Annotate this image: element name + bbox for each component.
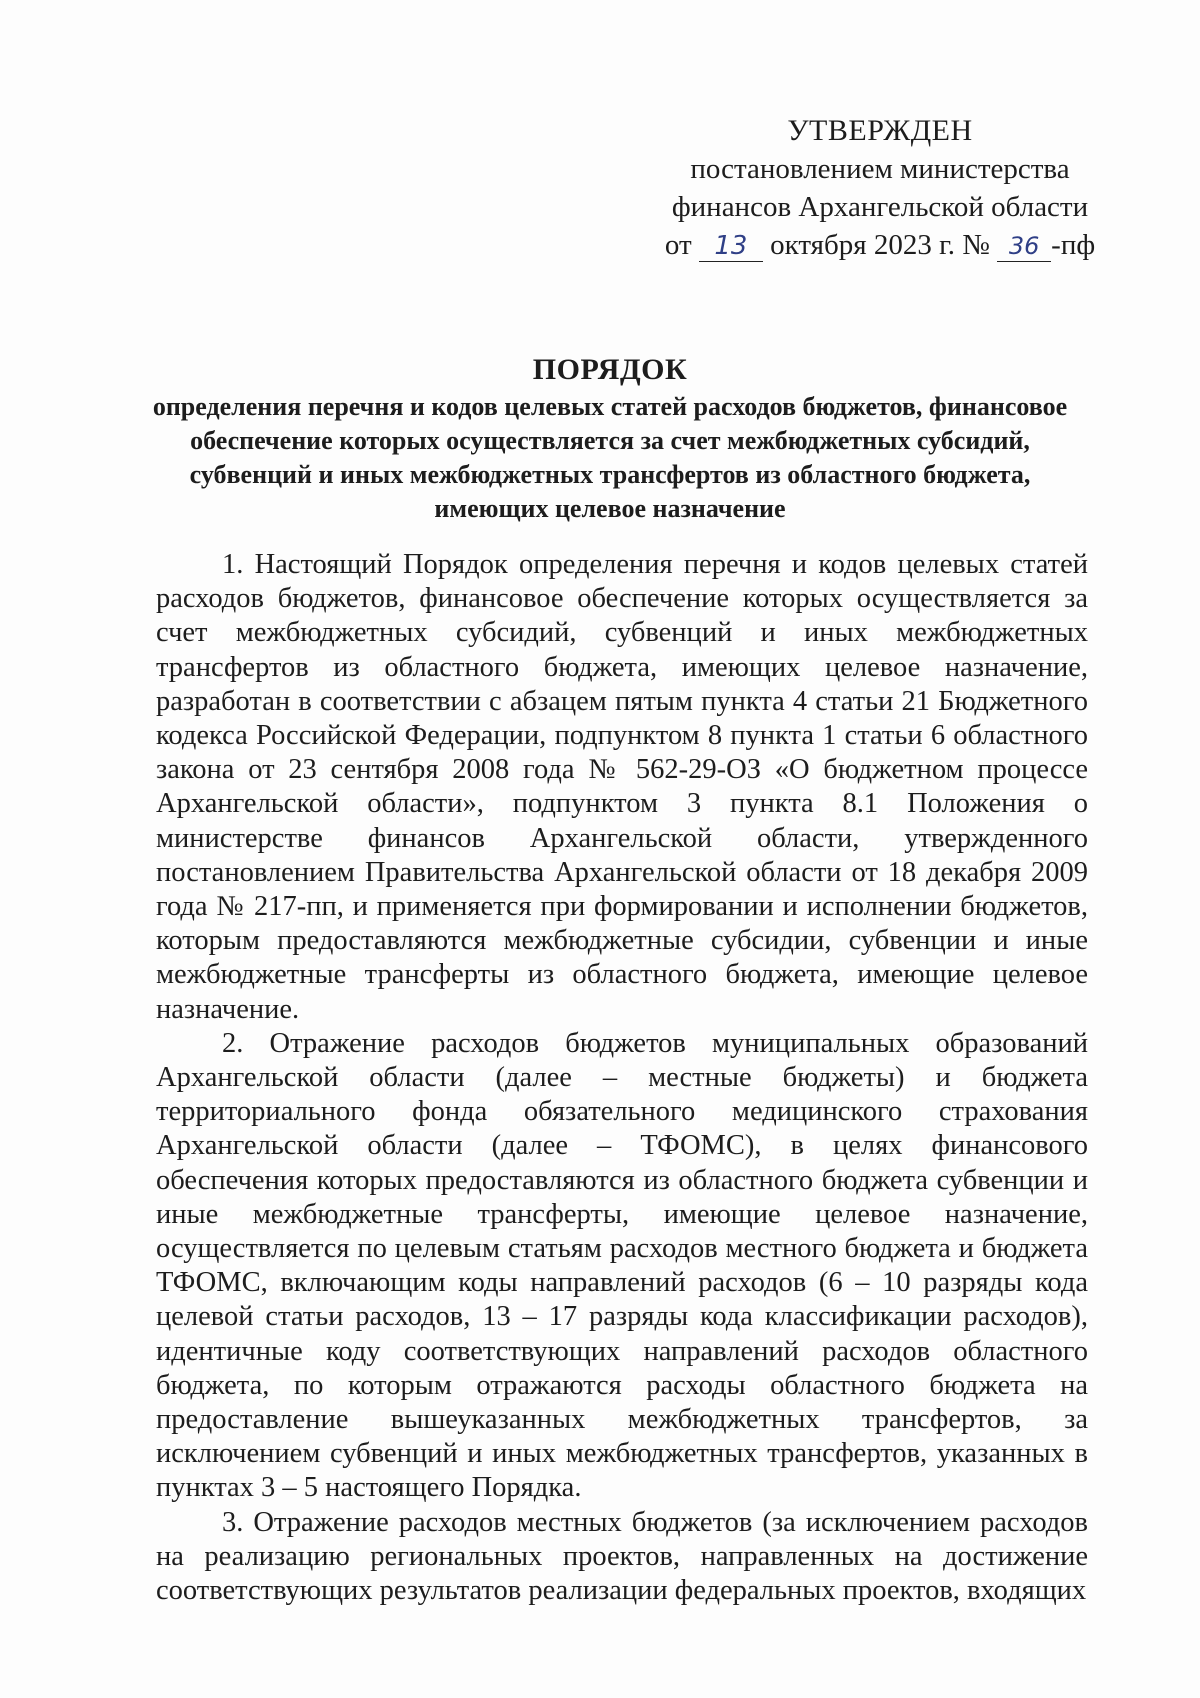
paragraph-2: 2. Отражение расходов бюджетов муниципальных образований Архангельской области (далее – местные бюджеты) и бюджета территориального фонда обязательного медицинского страхования Архангельской области (далее – ТФОМС), в целях финансового обеспечения которых предоставляются из областного бюджета субвенции и иные межбюджетные трансферты, имеющие целевое назначение, осуществляется по целевым статьям расходов местного бюджета и бюджета ТФОМС, включающим коды направлений расходов (6 – 10 разряды кода целевой статьи расходов, 13 – 17 разряды кода классификации расходов), идентичные коду соответствующих направлений расходов областного бюджета, по которым отражаются расходы областного бюджета на предоставление вышеуказанных межбюджетных трансфертов, за исключением субвенций и иных межбюджетных трансфертов, указанных в пунктах 3 – 5 настоящего Порядка.: [156, 1027, 1088, 1504]
document-body: [156, 548, 1088, 1608]
paragraph-3: 3. Отражение расходов местных бюджетов (за исключением расходов на реализацию региональных проектов, направленных на достижение соответствующих результатов реализации федеральных проектов, входящих: [156, 1506, 1088, 1607]
approval-date-number-line: [640, 226, 1120, 264]
approval-line-ministry: постановлением министерства: [690, 153, 1070, 185]
approval-heading: УТВЕРЖДЕН: [787, 114, 973, 147]
document-title-block: [130, 350, 1090, 526]
handwritten-number: 36: [997, 231, 1051, 262]
approval-stamp-block: [640, 112, 1120, 264]
handwritten-day: 13: [699, 231, 763, 262]
document-subtitle: определения перечня и кодов целевых статей расходов бюджетов, финансовое обеспечение которых осуществляется за счет межбюджетных субсидий, субвенций и иных межбюджетных трансфертов из областного бюджета, имеющих целевое назначение: [152, 392, 1068, 523]
approval-line-region: финансов Архангельской области: [671, 191, 1089, 223]
approval-date-prefix: от: [664, 229, 692, 261]
approval-number-suffix: -пф: [1051, 229, 1096, 261]
paragraph-1: 1. Настоящий Порядок определения перечня и кодов целевых статей расходов бюджетов, финансовое обеспечение которых осуществляется за счет межбюджетных субсидий, субвенций и иных межбюджетных трансфертов из областного бюджета, имеющих целевое назначение, разработан в соответствии с абзацем пятым пункта 4 статьи 21 Бюджетного кодекса Российской Федерации, подпунктом 8 пункта 1 статьи 6 областного закона от 23 сентября 2008 года № 562-29-ОЗ «О бюджетном процессе Архангельской области», подпунктом 3 пункта 8.1 Положения о министерстве финансов Архангельской области, утвержденного постановлением Правительства Архангельской области от 18 декабря 2009 года № 217-пп, и применяется при формировании и исполнении бюджетов, которым предоставляются межбюджетные субсидии, субвенции и иные межбюджетные трансферты из областного бюджета, имеющие целевое назначение.: [156, 549, 1088, 1025]
approval-date-middle: октября 2023 г. №: [770, 229, 990, 261]
document-title: ПОРЯДОК: [532, 353, 688, 386]
